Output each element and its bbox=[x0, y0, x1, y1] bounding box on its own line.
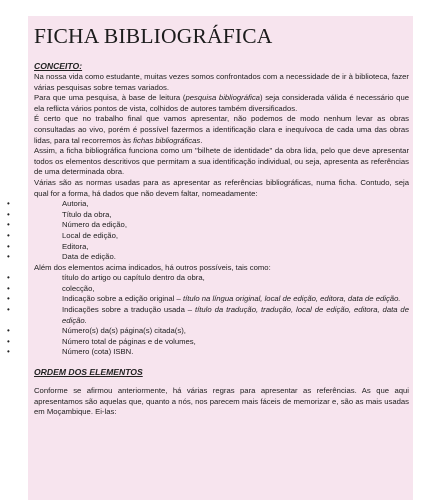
bullet-icon: • bbox=[7, 273, 10, 283]
bullet-icon: • bbox=[7, 230, 10, 240]
section-heading-ordem-dos-elementos: ORDEM DOS ELEMENTOS bbox=[34, 367, 143, 378]
paragraph: Assim, a ficha bibliográfica funciona como um "bilhete de identidade" da obra lida, pelo que deve apresentar todos os elementos descritivos que permitam a sua identificação individual, ou seja, apresenta as referências de uma determinada obra. bbox=[34, 146, 409, 177]
document-title: FICHA BIBLIOGRÁFICA bbox=[34, 24, 273, 48]
bullet-icon: • bbox=[7, 209, 10, 219]
bullet-icon: • bbox=[7, 294, 10, 304]
paragraph: É certo que no trabalho final que vamos apresentar, não podemos de modo nenhum levar as obras consultadas ao vivo, porém é possível fazermos a identificação clara e inequívoca de cada uma das obras lidas, para tal recorremos às fichas bibliográficas. bbox=[34, 114, 409, 145]
list-item: • Editora, bbox=[7, 241, 89, 251]
bullet-icon: • bbox=[7, 305, 10, 315]
bullet-icon: • bbox=[7, 252, 10, 262]
required-elements-list bbox=[7, 199, 409, 263]
list-item: • Indicações sobre a tradução usada – título da tradução, tradução, local de edição, editora, data de edição. bbox=[7, 305, 409, 325]
list-item: • Local de edição, bbox=[7, 230, 118, 240]
bullet-icon: • bbox=[7, 199, 10, 209]
paragraph: Além dos elementos acima indicados, há outros possíveis, tais como: bbox=[34, 262, 271, 272]
list-item: • Número (cota) ISBN. bbox=[7, 347, 134, 357]
bullet-icon: • bbox=[7, 347, 10, 357]
list-item: • Número total de páginas e de volumes, bbox=[7, 336, 196, 346]
list-item: • Número(s) da(s) página(s) citada(s), bbox=[7, 326, 186, 336]
list-item: • Indicação sobre a edição original – título na língua original, local de edição, editora, data de edição. bbox=[7, 294, 401, 304]
list-item: • título do artigo ou capítulo dentro da obra, bbox=[7, 273, 205, 283]
list-item: • Data de edição. bbox=[7, 252, 116, 262]
paragraph: Várias são as normas usadas para as apresentar as referências bibliográficas, numa ficha. Contudo, seja qual for a forma, há dados que não devem faltar, nomeadamente: bbox=[34, 177, 409, 198]
paragraph: Para que uma pesquisa, à base de leitura (pesquisa bibliográfica) seja considerada válida é necessário que ela reflicta vários pontos de vista, colhidos de autores também diversificados. bbox=[34, 93, 410, 113]
document-page bbox=[7, 16, 413, 500]
bullet-icon: • bbox=[7, 241, 10, 251]
bullet-icon: • bbox=[7, 283, 10, 293]
list-item: • Título da obra, bbox=[7, 209, 112, 219]
list-item: • Autoria, bbox=[7, 199, 89, 209]
bullet-icon: • bbox=[7, 326, 10, 336]
section-heading-conceito: CONCEITO: bbox=[34, 61, 83, 71]
optional-elements-list bbox=[7, 273, 409, 358]
paragraph: Na nossa vida como estudante, muitas vezes somos confrontados com a necessidade de ir à biblioteca, fazer várias pesquisas sobre temas variados. bbox=[34, 72, 409, 92]
bullet-icon: • bbox=[7, 336, 10, 346]
list-item: • Número da edição, bbox=[7, 220, 127, 230]
list-item: • colecção, bbox=[7, 283, 95, 293]
paragraph: Conforme se afirmou anteriormente, há várias regras para apresentar as referências. As que aqui apresentamos são aquelas que, quanto a nós, nos parecem mais fáceis de memorizar e, são as mais usadas em Moçambique. Ei-las: bbox=[34, 386, 409, 417]
bullet-icon: • bbox=[7, 220, 10, 230]
